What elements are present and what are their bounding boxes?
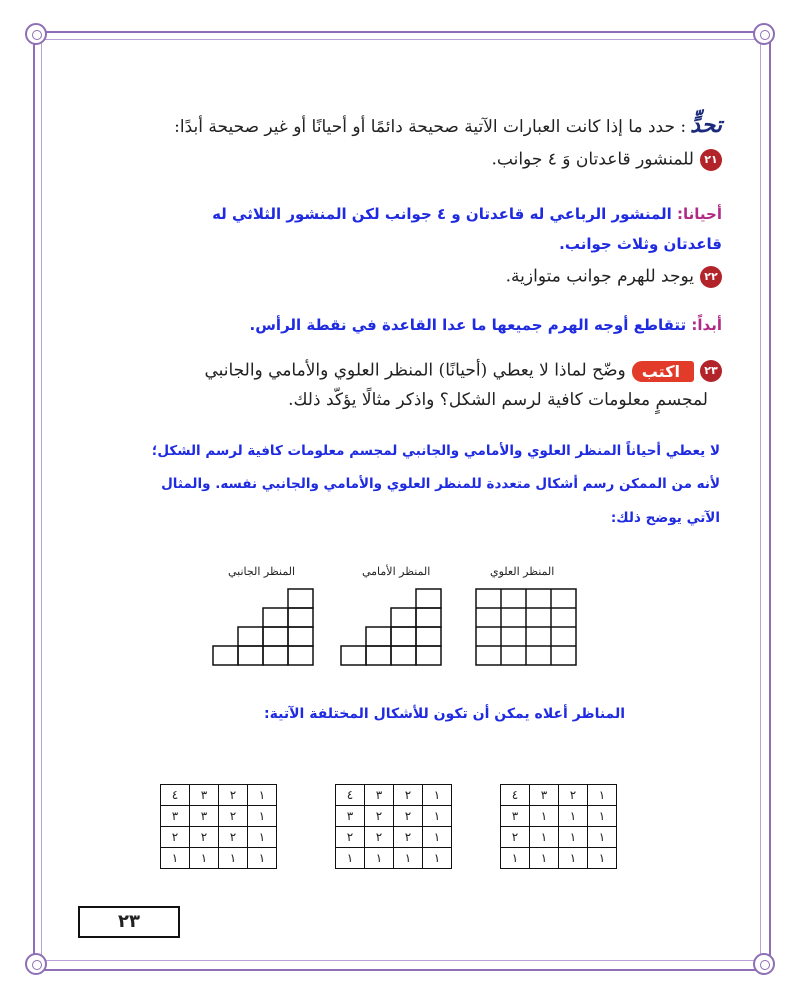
corner-ornament [25, 23, 47, 45]
answer-23-line3: الآتي يوضح ذلك: [610, 510, 720, 526]
table-row [501, 785, 617, 806]
table-row [501, 848, 617, 869]
number-grid-1 [500, 784, 617, 869]
grid-cell: ١ [161, 848, 190, 869]
grid-cell: ٢ [365, 806, 394, 827]
grid-cell: ١ [394, 848, 423, 869]
grid-cell: ١ [248, 848, 277, 869]
grid-cell: ٢ [336, 827, 365, 848]
grid-cell: ١ [365, 848, 394, 869]
grid-cell: ١ [530, 806, 559, 827]
grid-cell: ١ [248, 806, 277, 827]
answer-22-keyword: أبداً: [691, 316, 722, 334]
question-21 [491, 149, 722, 171]
side-view-diagram [212, 588, 316, 668]
table-row [336, 785, 452, 806]
grid-cell: ٢ [190, 827, 219, 848]
front-view-diagram [340, 588, 444, 668]
question-number-badge: ٢٣ [700, 360, 722, 382]
grid-cell: ٢ [219, 785, 248, 806]
grid-cell: ٢ [559, 785, 588, 806]
grid-cell: ١ [336, 848, 365, 869]
question-23-text-line2: لمجسمٍ معلومات كافية لرسم الشكل؟ واذكر مثالًا يؤكّد ذلك. [288, 390, 708, 410]
table-row [161, 827, 277, 848]
grid-cell: ٣ [501, 806, 530, 827]
question-number-badge: ٢٢ [700, 266, 722, 288]
page-number: ٢٣ [118, 911, 140, 932]
grid-cell: ٣ [365, 785, 394, 806]
grid-cell: ١ [530, 848, 559, 869]
grid-cell: ٢ [161, 827, 190, 848]
challenge-word: تحدٍّ [690, 112, 722, 138]
question-21-text: للمنشور قاعدتان وَ ٤ جوانب. [491, 149, 694, 170]
question-22-text: يوجد للهرم جوانب متوازية. [505, 266, 694, 287]
page-number-box [78, 906, 180, 938]
grid-cell: ١ [501, 848, 530, 869]
grid-cell: ١ [423, 806, 452, 827]
grid-cell: ٤ [336, 785, 365, 806]
top-view-diagram [475, 588, 579, 668]
answer-22-text: تتقاطع أوجه الهرم جميعها ما عدا القاعدة في نقطة الرأس. [249, 316, 692, 334]
table-row [501, 806, 617, 827]
challenge-instruction: : حدد ما إذا كانت العبارات الآتية صحيحة دائمًا أو أحيانًا أو غير صحيحة أبدًا: [174, 117, 687, 137]
grid-cell: ٣ [161, 806, 190, 827]
grid-cell: ٣ [190, 785, 219, 806]
front-view-label: المنظر الأمامي [362, 565, 431, 578]
corner-ornament [753, 23, 775, 45]
grid-cell: ٤ [501, 785, 530, 806]
corner-ornament [25, 953, 47, 975]
question-23 [204, 360, 722, 382]
grid-cell: ٢ [394, 785, 423, 806]
answer-21-text: المنشور الرباعي له قاعدتان و ٤ جوانب لكن المنشور الثلاثي له [212, 205, 678, 223]
question-number-badge: ٢١ [700, 149, 722, 171]
answer-23-line2: لأنه من الممكن رسم أشكال متعددة للمنظر العلوي والأمامي والجانبي نفسه. والمثال [161, 476, 720, 492]
answer-22 [250, 316, 722, 334]
challenge-heading [174, 112, 722, 138]
answer-23-line1: لا يعطي أحياناً المنظر العلوي والأمامي والجانبي لمجسم معلومات كافية لرسم الشكل؛ [151, 443, 720, 459]
grid-cell: ٣ [190, 806, 219, 827]
grid-cell: ١ [530, 827, 559, 848]
grid-cell: ٢ [219, 827, 248, 848]
table-row [336, 848, 452, 869]
grid-cell: ١ [423, 848, 452, 869]
grid-cell: ١ [588, 806, 617, 827]
question-23-text-line1: وضّح لماذا لا يعطي (أحيانًا) المنظر العلوي والأمامي والجانبي [204, 360, 626, 381]
table-row [336, 806, 452, 827]
grid-cell: ٢ [219, 806, 248, 827]
answer-21-line1 [212, 205, 722, 223]
top-view-label: المنظر العلوي [490, 565, 555, 578]
number-grid-2 [335, 784, 452, 869]
grid-cell: ١ [423, 785, 452, 806]
grid-cell: ١ [588, 848, 617, 869]
table-row [161, 785, 277, 806]
answer-21-line2: قاعدتان وثلاث جوانب. [559, 235, 722, 253]
grid-cell: ١ [559, 848, 588, 869]
grid-cell: ١ [219, 848, 248, 869]
grid-cell: ١ [559, 806, 588, 827]
number-grid-3 [160, 784, 277, 869]
table-row [336, 827, 452, 848]
side-view-label: المنظر الجانبي [228, 565, 296, 578]
grid-cell: ٢ [501, 827, 530, 848]
table-row [161, 806, 277, 827]
grid-cell: ٣ [336, 806, 365, 827]
write-tag: اكتب [632, 361, 694, 382]
grid-cell: ٢ [394, 806, 423, 827]
question-22 [506, 266, 722, 288]
grid-cell: ١ [588, 785, 617, 806]
grid-cell: ٣ [530, 785, 559, 806]
answer-21-keyword: أحيانا: [677, 205, 722, 223]
grid-cell: ١ [423, 827, 452, 848]
grid-cell: ١ [190, 848, 219, 869]
grid-cell: ١ [559, 827, 588, 848]
table-row [501, 827, 617, 848]
table-row [161, 848, 277, 869]
grid-cell: ٤ [161, 785, 190, 806]
grid-cell: ٢ [365, 827, 394, 848]
grid-cell: ١ [588, 827, 617, 848]
corner-ornament [753, 953, 775, 975]
grid-cell: ٢ [394, 827, 423, 848]
grid-cell: ١ [248, 785, 277, 806]
grid-cell: ١ [248, 827, 277, 848]
shapes-caption: المناظر أعلاه يمكن أن تكون للأشكال المختلفة الآتية: [264, 706, 625, 722]
